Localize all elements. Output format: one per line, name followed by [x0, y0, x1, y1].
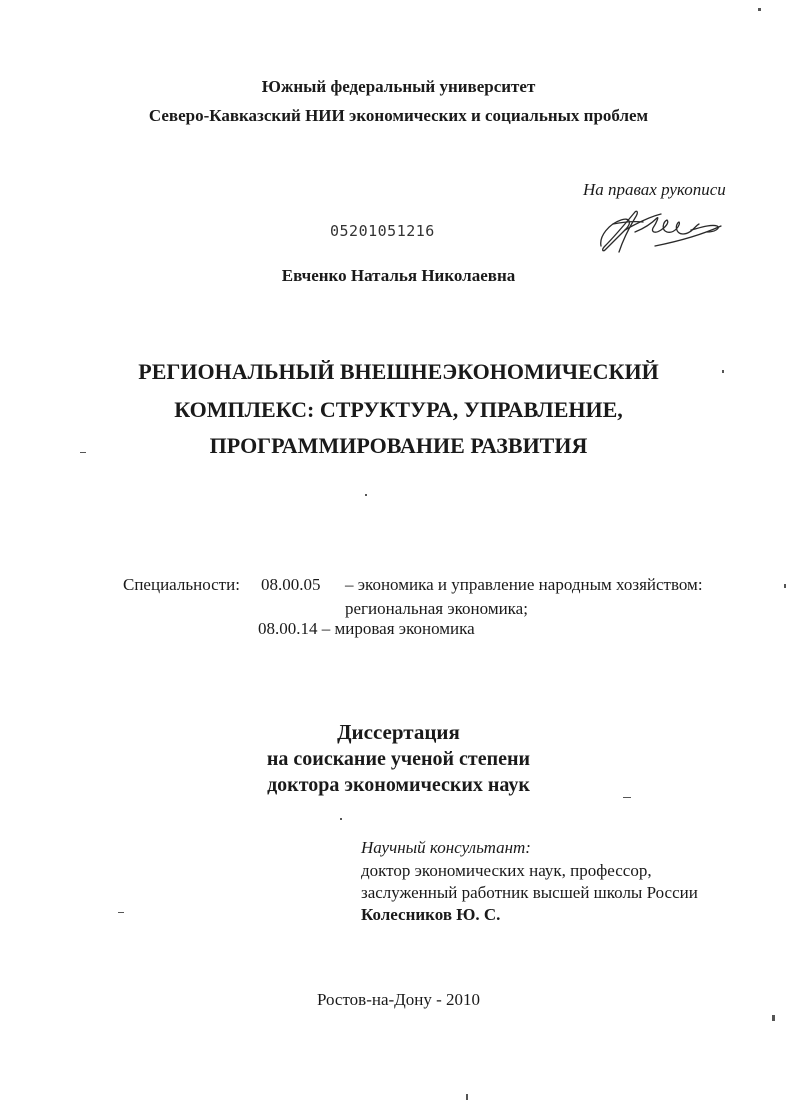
author-name: Евченко Наталья Николаевна — [281, 266, 516, 285]
specialty-text: – экономика и управление народным хозяйством: — [345, 575, 703, 594]
scan-speck — [118, 912, 124, 913]
dissertation-degree-line: доктора экономических наук — [267, 774, 530, 796]
registration-code: 05201051216 — [330, 222, 435, 240]
dissertation-heading: Диссертация — [337, 720, 460, 744]
title-line: РЕГИОНАЛЬНЫЙ ВНЕШНЕЭКОНОМИЧЕСКИЙ — [138, 359, 659, 384]
specialty-text-continued: региональная экономика; — [345, 599, 528, 618]
institute-name: Северо-Кавказский НИИ экономических и социальных проблем — [148, 106, 649, 125]
scan-speck — [80, 452, 86, 453]
scan-speck — [772, 1015, 775, 1021]
scan-speck — [466, 1094, 468, 1100]
title-line: КОМПЛЕКС: СТРУКТУРА, УПРАВЛЕНИЕ, — [174, 397, 623, 422]
scan-speck — [722, 370, 724, 373]
manuscript-note: На правах рукописи — [583, 180, 726, 199]
consultant-title: заслуженный работник высшей школы России — [361, 883, 698, 902]
specialty-code-value: 08.00.14 — [258, 619, 318, 638]
signature-image — [595, 202, 735, 258]
scan-speck — [340, 818, 342, 820]
city-year: Ростов-на-Дону - 2010 — [316, 990, 481, 1009]
scan-speck — [758, 8, 761, 11]
title-line: ПРОГРАММИРОВАНИЕ РАЗВИТИЯ — [209, 433, 588, 458]
scan-speck — [784, 584, 786, 588]
scan-speck — [623, 797, 631, 798]
specialty-code — [258, 619, 475, 639]
specialty-text: – мировая экономика — [321, 619, 475, 638]
consultant-name: Колесников Ю. С. — [361, 905, 501, 924]
scan-speck — [365, 494, 367, 496]
consultant-title: доктор экономических наук, профессор, — [361, 861, 652, 880]
university-name: Южный федеральный университет — [261, 77, 536, 96]
specialties-label: Специальности: — [123, 575, 240, 594]
dissertation-degree-line: на соискание ученой степени — [266, 748, 531, 770]
specialty-code: 08.00.05 — [261, 575, 321, 594]
consultant-heading: Научный консультант: — [361, 838, 531, 857]
